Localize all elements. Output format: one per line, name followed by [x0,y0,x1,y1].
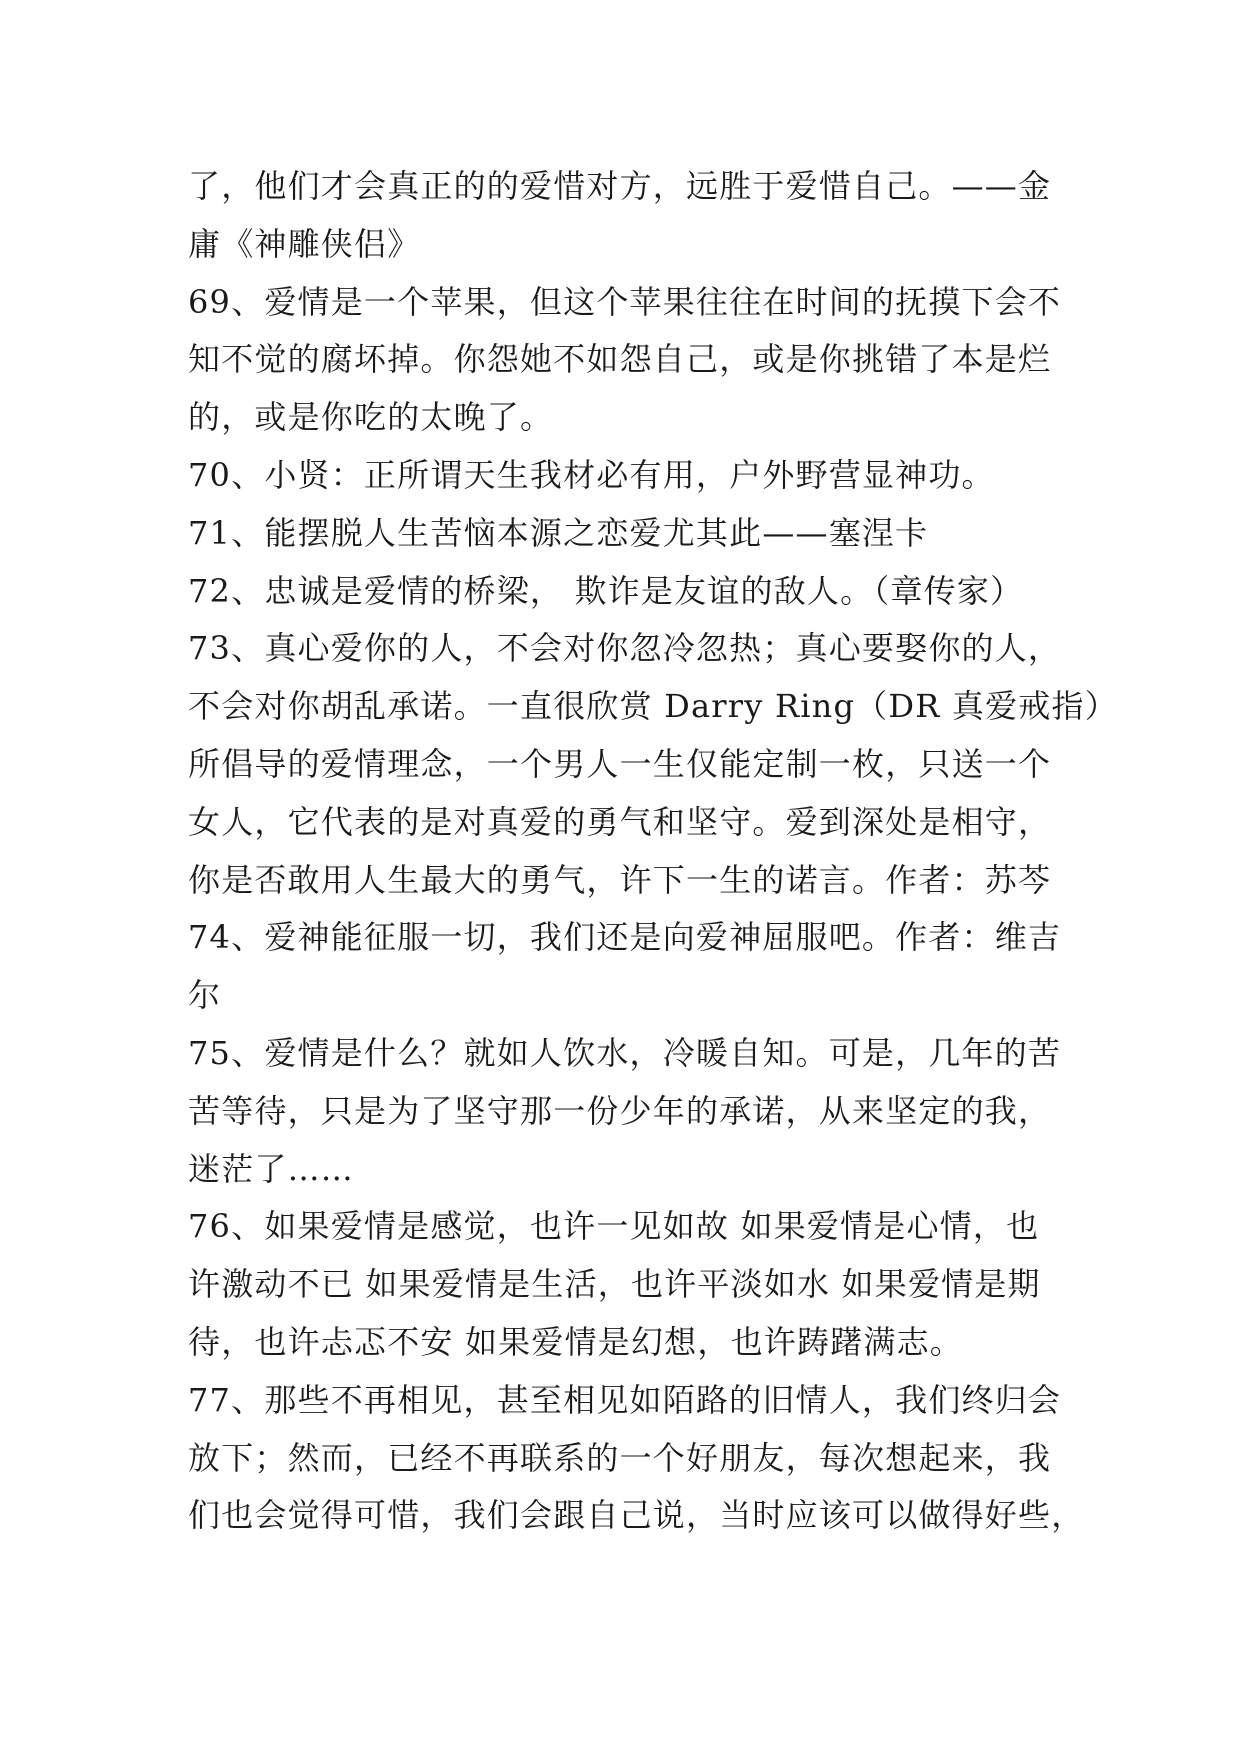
text-line: 69、爱情是一个苹果，但这个苹果往往在时间的抚摸下会不 [188,282,1062,321]
text-line: 知不觉的腐坏掉。你怨她不如怨自己，或是你挑错了本是烂 [188,340,1052,379]
text-line: 76、如果爱情是感觉，也许一见如故 如果爱情是心情，也 [188,1207,1040,1246]
text-line: 你是否敢用人生最大的勇气，许下一生的诺言。作者：苏芩 [188,860,1052,899]
text-line: 72、忠诚是爱情的桥梁， 欺诈是友谊的敌人。（章传家） [188,571,1024,610]
text-line: 73、真心爱你的人，不会对你忽冷忽热；真心要娶你的人， [188,629,1062,668]
text-line: 了，他们才会真正的的爱惜对方，远胜于爱惜自己。——金 [188,167,1052,205]
text-line: 不会对你胡乱承诺。一直很欣赏 Darry Ring（DR 真爱戒指） [188,687,1118,726]
text-line: 放下；然而，已经不再联系的一个好朋友，每次想起来，我 [188,1438,1052,1477]
text-line: 庸《神雕侠侣》 [188,224,421,263]
text-line: 77、那些不再相见，甚至相见如陌路的旧情人，我们终归会 [188,1380,1062,1419]
text-line: 尔 [188,976,222,1015]
text-line: 待，也许忐忑不安 如果爱情是幻想，也许踌躇满志。 [188,1322,963,1361]
text-line: 所倡导的爱情理念，一个男人一生仅能定制一枚，只送一个 [188,744,1052,783]
text-line: 75、爱情是什么？就如人饮水，冷暖自知。可是，几年的苦 [188,1033,1062,1072]
text-line: 迷茫了…… [188,1149,355,1188]
text-line: 70、小贤：正所谓天生我材必有用，户外野营显神功。 [188,455,995,494]
text-line: 的，或是你吃的太晚了。 [188,398,554,437]
text-line: 苦等待，只是为了坚守那一份少年的承诺，从来坚定的我， [188,1091,1052,1130]
text-line: 们也会觉得可惜，我们会跟自己说，当时应该可以做得好些， [188,1496,1085,1535]
document-body [188,158,1118,1545]
text-line: 74、爱神能征服一切，我们还是向爱神屈服吧。作者：维吉 [188,918,1062,957]
text-line: 许激动不已 如果爱情是生活，也许平淡如水 如果爱情是期 [188,1265,1041,1304]
text-line: 女人，它代表的是对真爱的勇气和坚守。爱到深处是相守， [188,802,1052,841]
text-line: 71、能摆脱人生苦恼本源之恋爱尤其此——塞涅卡 [188,513,929,552]
